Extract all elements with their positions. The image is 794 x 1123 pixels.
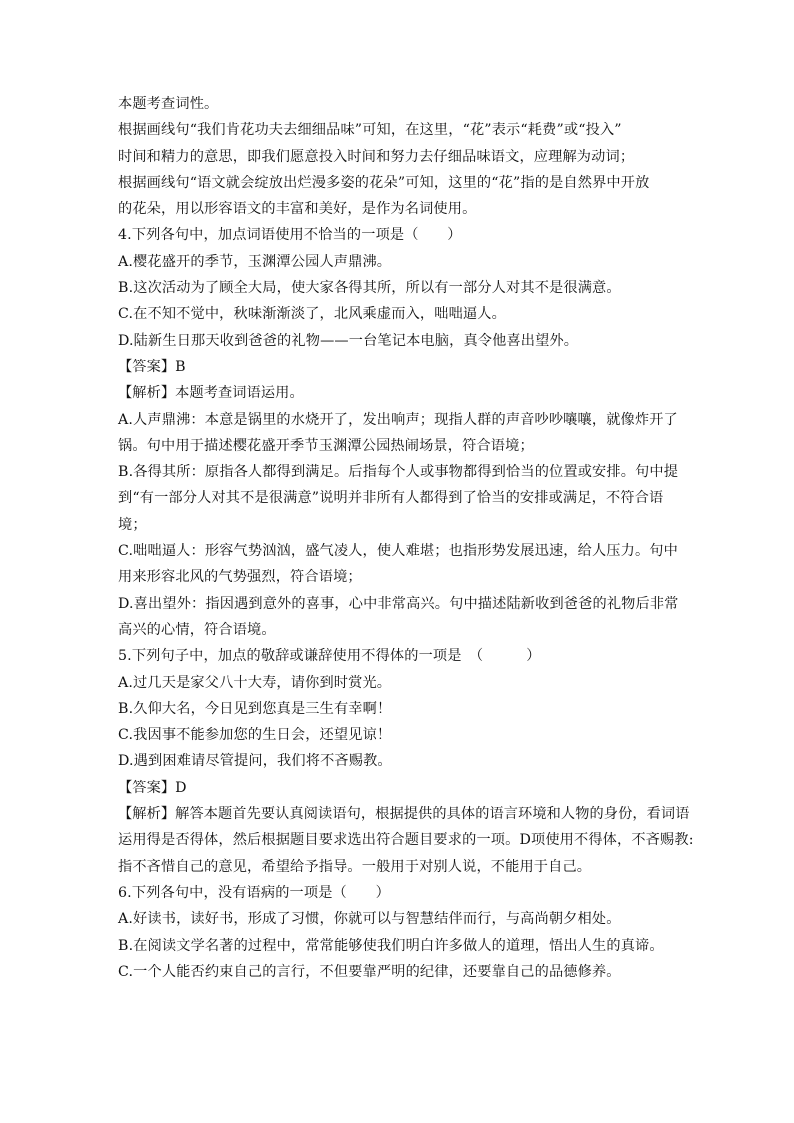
question-option: A.好读书，读好书，形成了习惯，你就可以与智慧结伴而行，与高尚朝夕相处。	[118, 911, 621, 928]
text-line: 到“有一部分人对其不是很满意”说明并非所有人都得到了恰当的安排或满足，不符合语	[118, 490, 664, 507]
question-option: C.在不知不觉中，秋味渐渐淡了，北风乘虚而入，咄咄逼人。	[118, 306, 506, 323]
analysis-line: 【解析】本题考查词语运用。	[118, 385, 304, 402]
question-option: D.陆新生日那天收到爸爸的礼物——一台笔记本电脑，真令他喜出望外。	[118, 332, 579, 349]
text-line: 本题考查词性。	[118, 96, 219, 112]
text-line: 根据画线句“我们肯花功夫去细细品味”可知，在这里，“花”表示“耗费”或“投入”	[118, 122, 622, 139]
question-stem: 6.下列各句中，没有语病的一项是（ ）	[118, 884, 390, 901]
text-line: 用来形容北风的气势强烈，符合语境；	[118, 569, 362, 586]
question-option: A.樱花盛开的季节，玉渊潭公园人声鼎沸。	[118, 253, 392, 270]
text-line: 指不吝惜自己的意见，希望给予指导。一般用于对别人说，不能用于自己。	[118, 858, 592, 875]
text-line: D.喜出望外：指因遇到意外的喜事，心中非常高兴。句中描述陆新收到爸爸的礼物后非常	[118, 595, 679, 612]
text-line: 的花朵，用以形容语文的丰富和美好，是作为名词使用。	[118, 201, 477, 218]
question-option: B.久仰大名，今日见到您真是三生有幸啊！	[118, 700, 392, 717]
question-stem: 4.下列各句中，加点词语使用不恰当的一项是（ ）	[118, 227, 462, 244]
question-option: C.一个人能否约束自己的言行，不但要靠严明的纪律，还要靠自己的品德修养。	[118, 963, 621, 980]
text-line: 锅。句中用于描述樱花盛开季节玉渊潭公园热闹场景，符合语境；	[118, 437, 534, 454]
question-option: B.在阅读文学名著的过程中，常常能够使我们明白许多做人的道理，悟出人生的真谛。	[118, 937, 664, 954]
text-line: B.各得其所：原指各人都得到满足。后指每个人或事物都得到恰当的位置或安排。句中提	[118, 464, 679, 481]
document-body	[118, 91, 694, 985]
text-line: A.人声鼎沸：本意是锅里的水烧开了，发出响声；现指人群的声音吵吵嚷嚷，就像炸开了	[118, 411, 678, 428]
analysis-line: 【解析】解答本题首先要认真阅读语句，根据提供的具体的语言环境和人物的身份，看词语	[118, 806, 690, 823]
text-line: 时间和精力的意思，即我们愿意投入时间和努力去仔细品味语文，应理解为动词；	[118, 148, 635, 165]
text-line: C.咄咄逼人：形容气势汹汹，盛气凌人，使人难堪；也指形势发展迅速，给人压力。句中	[118, 543, 678, 560]
answer-line: 【答案】B	[118, 358, 186, 375]
text-line: 境；	[118, 516, 147, 533]
question-option: B.这次活动为了顾全大局，使大家各得其所，所以有一部分人对其不是很满意。	[118, 280, 621, 297]
question-option: C.我因事不能参加您的生日会，还望见谅！	[118, 727, 392, 744]
question-stem: 5.下列句子中，加点的敬辞或谦辞使用不得体的一项是 （ ）	[118, 648, 541, 665]
text-line: 高兴的心情，符合语境。	[118, 621, 276, 638]
question-option: A.过几天是家父八十大寿，请你到时赏光。	[118, 674, 392, 691]
answer-line: 【答案】D	[118, 779, 187, 796]
text-line: 根据画线句“语文就会绽放出烂漫多姿的花朵”可知，这里的“花”指的是自然界中开放	[118, 174, 650, 191]
question-option: D.遇到困难请尽管提问，我们将不吝赐教。	[118, 753, 392, 770]
text-line: 运用得是否得体，然后根据题目要求选出符合题目要求的一项。D项使用不得体，不吝赐教:	[118, 832, 694, 849]
